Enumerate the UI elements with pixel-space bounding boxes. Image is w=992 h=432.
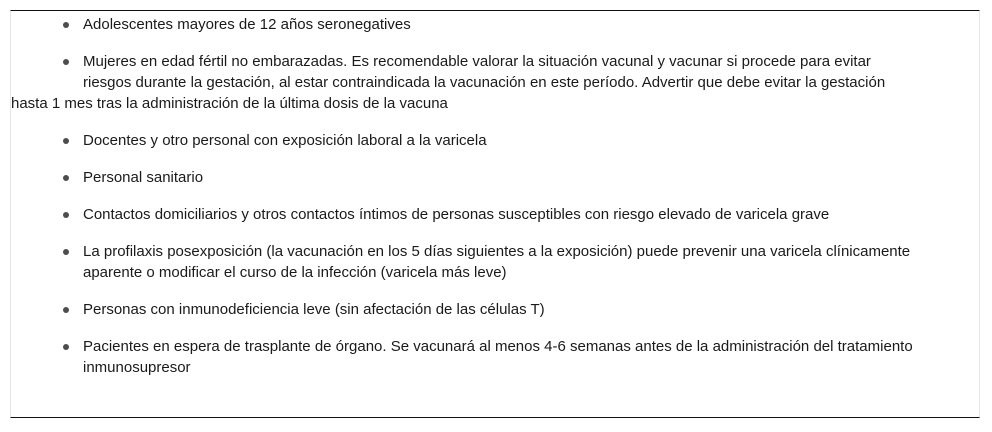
- list-item-text: La profilaxis posexposición (la vacunación en los 5 días siguientes a la exposición) puede prevenir una varicela clínicamente aparente o modificar el curso de la infección (varicela más leve): [83, 243, 911, 281]
- list-item-text: Personas con inmunodeficiencia leve (sin afectación de las células T): [83, 301, 545, 318]
- list-item-text-line: Mujeres en edad fértil no embarazadas. Es recomendable valorar la situación vacunal y vacunar si procede para evitar: [83, 53, 871, 70]
- bullet-icon: [63, 344, 69, 350]
- list-item-text: Personal sanitario: [83, 169, 204, 186]
- bullet-icon: [63, 138, 69, 144]
- list-item: [61, 241, 966, 283]
- bullet-icon: [63, 175, 69, 181]
- bullet-icon: [63, 212, 69, 218]
- list-item-text: Adolescentes mayores de 12 años seronegatives: [83, 16, 411, 33]
- list-item-text: Contactos domiciliarios y otros contactos íntimos de personas susceptibles con riesgo elevado de varicela grave: [83, 206, 830, 223]
- bullet-icon: [63, 59, 69, 65]
- list-item: [61, 14, 966, 35]
- list-item-text-line: riesgos durante la gestación, al estar contraindicada la vacunación en este período. Advertir que debe evitar la gestación: [83, 74, 886, 91]
- list-item-text: Pacientes en espera de trasplante de órgano. Se vacunará al menos 4-6 semanas antes de la administración del tratamiento inmunosupresor: [83, 338, 913, 376]
- list-item: [61, 167, 966, 188]
- indication-list: [11, 14, 966, 394]
- list-item: [61, 204, 966, 225]
- bullet-icon: [63, 22, 69, 28]
- list-item: [61, 130, 966, 151]
- bullet-icon: [63, 249, 69, 255]
- list-item-text-line: hasta 1 mes tras la administración de la última dosis de la vacuna: [11, 95, 448, 112]
- list-item: [61, 336, 966, 378]
- table-cell-frame: [10, 10, 980, 418]
- bullet-icon: [63, 307, 69, 313]
- list-item-text: Docentes y otro personal con exposición laboral a la varicela: [83, 132, 487, 149]
- list-item: [11, 51, 966, 114]
- list-item: [61, 299, 966, 320]
